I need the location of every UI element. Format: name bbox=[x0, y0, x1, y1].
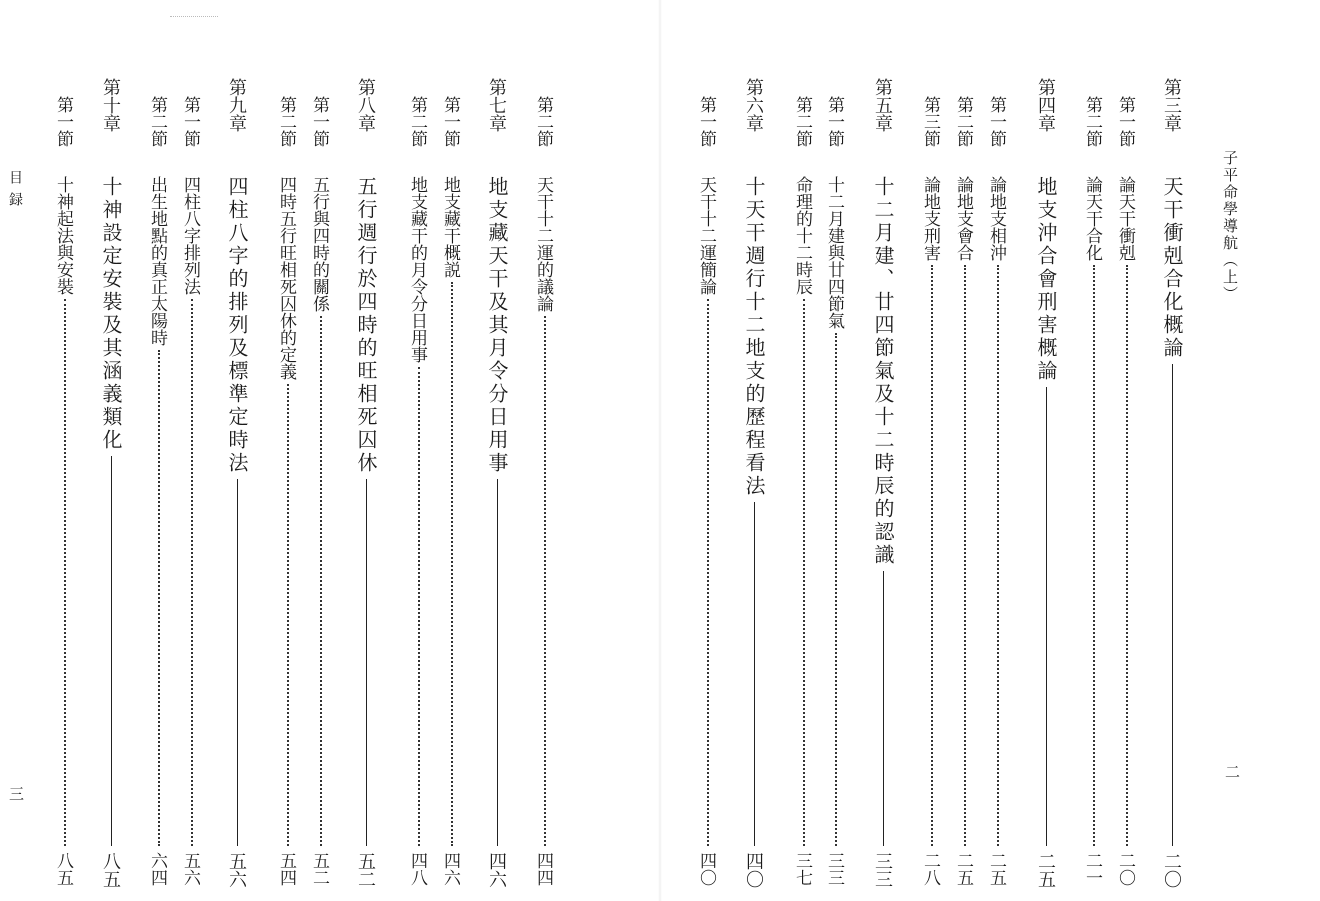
toc-section-entry bbox=[693, 0, 723, 901]
toc-page-number: 二八 bbox=[920, 852, 940, 886]
toc-section-entry bbox=[821, 0, 851, 901]
chapter-title: 十神設定安裝及其涵義類化 bbox=[99, 176, 123, 452]
section-label: 第一節 bbox=[180, 96, 200, 147]
leader-dots bbox=[158, 350, 160, 846]
toc-page-number: 八五 bbox=[53, 852, 73, 886]
chapter-title: 地支沖合會刑害概論 bbox=[1034, 176, 1058, 383]
chapter-title: 地支藏天干及其月令分日用事 bbox=[485, 176, 509, 475]
leader-line bbox=[1172, 364, 1173, 846]
toc-page-number: 四八 bbox=[407, 852, 427, 886]
section-title: 命理的十二時辰 bbox=[792, 176, 812, 295]
section-title: 四時五行旺相死囚休的定義 bbox=[276, 176, 296, 380]
toc-chapter-entry bbox=[483, 0, 513, 901]
section-label: 第一節 bbox=[824, 96, 844, 147]
toc-page-number: 二〇 bbox=[1161, 852, 1182, 888]
toc-page-number: 五四 bbox=[276, 852, 296, 886]
section-title: 出生地點的真正太陽時 bbox=[147, 176, 167, 346]
chapter-title: 十二月建、廿四節氣及十二時辰的認識 bbox=[871, 176, 895, 567]
toc-page-number: 三三 bbox=[824, 852, 844, 886]
toc-section-entry bbox=[144, 0, 174, 901]
section-title: 地支藏干概説 bbox=[440, 176, 460, 278]
toc-page-number: 四六 bbox=[486, 852, 507, 888]
chapter-label: 第八章 bbox=[355, 78, 376, 132]
toc-section-entry bbox=[437, 0, 467, 901]
leader-line bbox=[883, 571, 884, 846]
toc-chapter-entry bbox=[97, 0, 127, 901]
toc-chapter-entry bbox=[869, 0, 899, 901]
toc-page-number: 五二 bbox=[355, 852, 376, 888]
leader-dots bbox=[191, 299, 193, 846]
section-label: 第二節 bbox=[792, 96, 812, 147]
right-page bbox=[660, 0, 1320, 901]
chapter-title: 四柱八字的排列及標準定時法 bbox=[225, 176, 249, 475]
toc-page-number: 二五 bbox=[953, 852, 973, 886]
leader-line bbox=[237, 479, 238, 846]
toc-section-entry bbox=[983, 0, 1013, 901]
toc-chapter-entry bbox=[223, 0, 253, 901]
section-label: 第三節 bbox=[920, 96, 940, 147]
section-title: 地支藏干的月令分日用事 bbox=[407, 176, 427, 363]
section-label: 第二節 bbox=[407, 96, 427, 147]
chapter-title: 五行週行於四時的旺相死囚休 bbox=[354, 176, 378, 475]
toc-chapter-entry bbox=[1158, 0, 1188, 901]
toc-chapter-entry bbox=[1032, 0, 1062, 901]
toc-section-entry bbox=[273, 0, 303, 901]
chapter-label: 第九章 bbox=[226, 78, 247, 132]
toc-page-number: 四四 bbox=[533, 852, 553, 886]
section-label: 第一節 bbox=[986, 96, 1006, 147]
section-label: 第一節 bbox=[696, 96, 716, 147]
toc-section-entry bbox=[404, 0, 434, 901]
leader-dots bbox=[1126, 265, 1128, 846]
toc-section-entry bbox=[1112, 0, 1142, 901]
section-title: 四柱八字排列法 bbox=[180, 176, 200, 295]
section-title: 論地支會合 bbox=[953, 176, 973, 261]
toc-page-number: 四六 bbox=[440, 852, 460, 886]
leader-dots bbox=[287, 384, 289, 846]
toc-page-number: 八五 bbox=[100, 852, 121, 888]
section-title: 十神起法與安裝 bbox=[53, 176, 73, 295]
page-number-left: 三 bbox=[7, 786, 25, 801]
toc-page-number: 五二 bbox=[309, 852, 329, 886]
toc-section-entry bbox=[917, 0, 947, 901]
section-title: 論天干合化 bbox=[1082, 176, 1102, 261]
toc-page-number: 六四 bbox=[147, 852, 167, 886]
leader-dots bbox=[451, 282, 453, 846]
section-label: 第一節 bbox=[1115, 96, 1135, 147]
chapter-title: 天干衝剋合化概論 bbox=[1160, 176, 1184, 360]
toc-section-entry bbox=[950, 0, 980, 901]
section-label: 第二節 bbox=[533, 96, 553, 147]
leader-dots bbox=[320, 316, 322, 846]
toc-page-number: 三三 bbox=[872, 852, 893, 888]
chapter-label: 第十章 bbox=[100, 78, 121, 132]
leader-line bbox=[111, 456, 112, 846]
toc-page-number: 二〇 bbox=[1115, 852, 1135, 886]
section-label: 第一節 bbox=[440, 96, 460, 147]
leader-dots bbox=[64, 299, 66, 846]
toc-section-entry bbox=[50, 0, 80, 901]
leader-line bbox=[497, 479, 498, 846]
page-number-right: 二 bbox=[1223, 764, 1241, 779]
leader-dots bbox=[1093, 265, 1095, 846]
section-label: 第二節 bbox=[276, 96, 296, 147]
leader-line bbox=[754, 502, 755, 846]
leader-dots bbox=[997, 265, 999, 846]
toc-page-number: 四〇 bbox=[696, 852, 716, 886]
section-title: 十二月建與廿四節氣 bbox=[824, 176, 844, 329]
contents-side-label: 目録 bbox=[7, 170, 23, 214]
leader-line bbox=[1046, 387, 1047, 846]
section-label: 第二節 bbox=[147, 96, 167, 147]
toc-page-number: 二一 bbox=[1082, 852, 1102, 886]
toc-page-number: 二五 bbox=[1035, 852, 1056, 888]
toc-page-number: 二五 bbox=[986, 852, 1006, 886]
leader-dots bbox=[835, 333, 837, 846]
toc-page-number: 四〇 bbox=[743, 852, 764, 888]
leader-dots bbox=[418, 367, 420, 846]
section-label: 第二節 bbox=[1082, 96, 1102, 147]
leader-dots bbox=[964, 265, 966, 846]
chapter-title: 十天干週行十二地支的歷程看法 bbox=[742, 176, 766, 498]
leader-dots bbox=[544, 316, 546, 846]
section-title: 論地支刑害 bbox=[920, 176, 940, 261]
toc-page-number: 五六 bbox=[226, 852, 247, 888]
book-running-title: 子平命學導航（上） bbox=[1221, 150, 1239, 303]
toc-page-number: 三七 bbox=[792, 852, 812, 886]
toc-page-number: 五六 bbox=[180, 852, 200, 886]
chapter-label: 第五章 bbox=[872, 78, 893, 132]
section-title: 論天干衝剋 bbox=[1115, 176, 1135, 261]
toc-chapter-entry bbox=[740, 0, 770, 901]
chapter-label: 第六章 bbox=[743, 78, 764, 132]
toc-section-entry bbox=[177, 0, 207, 901]
leader-dots bbox=[803, 299, 805, 846]
section-label: 第一節 bbox=[53, 96, 73, 147]
section-title: 論地支相沖 bbox=[986, 176, 1006, 261]
toc-section-entry bbox=[789, 0, 819, 901]
toc-section-entry bbox=[306, 0, 336, 901]
section-title: 五行與四時的關係 bbox=[309, 176, 329, 312]
section-label: 第一節 bbox=[309, 96, 329, 147]
leader-dots bbox=[707, 299, 709, 846]
toc-section-entry bbox=[1079, 0, 1109, 901]
toc-chapter-entry bbox=[352, 0, 382, 901]
toc-section-entry bbox=[530, 0, 560, 901]
section-title: 天干十二運的議論 bbox=[533, 176, 553, 312]
chapter-label: 第七章 bbox=[486, 78, 507, 132]
leader-dots bbox=[931, 265, 933, 846]
leader-line bbox=[366, 479, 367, 846]
section-label: 第二節 bbox=[953, 96, 973, 147]
chapter-label: 第四章 bbox=[1035, 78, 1056, 132]
section-title: 天干十二運簡論 bbox=[696, 176, 716, 295]
chapter-label: 第三章 bbox=[1161, 78, 1182, 132]
